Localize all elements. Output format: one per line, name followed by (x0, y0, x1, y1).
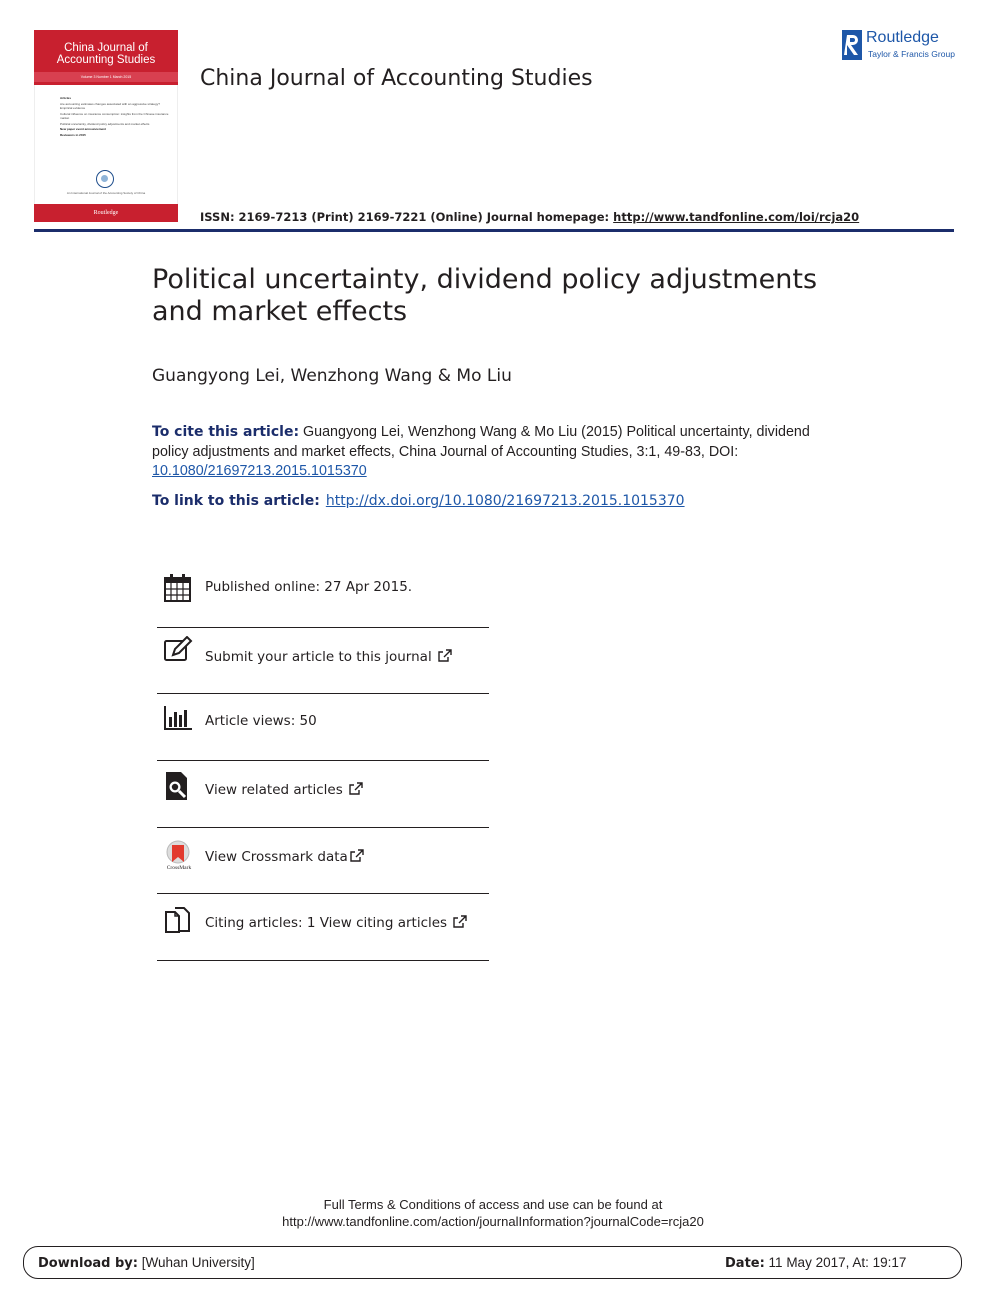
cover-toc-heading: Articles (60, 96, 72, 100)
issn-text: ISSN: 2169-7213 (Print) 2169-7221 (Online) Journal homepage: (200, 210, 614, 224)
divider (157, 893, 489, 894)
citation-block (152, 423, 842, 482)
submit-text: Submit your article to this journal (205, 649, 432, 665)
download-info (38, 1255, 255, 1271)
citing-text: Citing articles: 1 View citing articles (205, 915, 448, 931)
link-label: To link to this article: (152, 493, 320, 509)
date-label: Date: (725, 1256, 765, 1271)
publisher-name: Routledge (866, 29, 939, 46)
issn-line (200, 210, 859, 224)
related-link[interactable] (205, 782, 363, 798)
date-value: 11 May 2017, At: 19:17 (764, 1255, 907, 1270)
bar-chart-icon (163, 704, 193, 736)
external-link-icon (349, 782, 363, 795)
article-doi-url[interactable]: http://dx.doi.org/10.1080/21697213.2015.1015370 (325, 493, 685, 509)
article-authors: Guangyong Lei, Wenzhong Wang & Mo Liu (152, 366, 512, 386)
divider (157, 827, 489, 828)
views-item (157, 702, 489, 752)
cover-title-line2: Accounting Studies (56, 54, 156, 66)
cover-toc (60, 96, 170, 139)
cover-toc-item: Reviewers in 2015 (60, 132, 86, 137)
published-text: Published online: 27 Apr 2015. (205, 579, 413, 595)
cite-label: To cite this article: (152, 424, 300, 440)
related-item[interactable] (157, 770, 489, 820)
cover-volume: Volume 3 Number 1 March 2015 (34, 72, 178, 82)
terms-url[interactable]: http://www.tandfonline.com/action/journalInformation?journalCode=rcja20 (282, 1214, 704, 1229)
divider (157, 760, 489, 761)
article-link-line (152, 493, 685, 509)
routledge-logo-icon (842, 30, 862, 60)
views-text: Article views: 50 (205, 713, 317, 729)
doi-link[interactable]: 10.1080/21697213.2015.1015370 (152, 463, 367, 479)
terms-line: Full Terms & Conditions of access and use can be found at (323, 1197, 663, 1212)
divider (157, 960, 489, 961)
publisher-group: Taylor & Francis Group (868, 49, 955, 59)
divider (157, 627, 489, 628)
society-seal-icon (96, 170, 114, 188)
related-text: View related articles (205, 782, 343, 798)
cover-toc-item: Political uncertainty, dividend policy adjustments and market effects (60, 121, 150, 126)
external-link-icon (350, 849, 364, 862)
journal-homepage-link[interactable]: http://www.tandfonline.com/loi/rcja20 (613, 210, 860, 224)
crossmark-logo-text: CrossMark (166, 865, 192, 871)
journal-name: China Journal of Accounting Studies (200, 66, 593, 91)
submit-link[interactable] (205, 649, 452, 665)
submit-item[interactable] (157, 636, 489, 686)
edit-icon (163, 636, 193, 668)
cover-title (34, 42, 178, 66)
calendar-icon (163, 572, 193, 604)
journal-cover (34, 30, 178, 222)
cite-text: Guangyong Lei, Wenzhong Wang & Mo Liu (2015) Political uncertainty, dividend policy adjustments and market effects, China Journal of Accounting Studies, 3:1, 49-83, DOI: (152, 424, 810, 460)
divider (157, 693, 489, 694)
crossmark-text: View Crossmark data (205, 849, 348, 865)
crossmark-item[interactable] (157, 838, 489, 888)
cover-society-line: An International Journal of the Accounting Society of China (66, 191, 146, 195)
terms-block (0, 1196, 986, 1230)
cover-toc-item: Are accounting estimates changes associated with an aggressive strategy? Empirical evidence (60, 101, 160, 110)
crossmark-link[interactable] (205, 849, 364, 865)
citing-item[interactable] (157, 903, 489, 953)
published-item (157, 570, 489, 610)
citing-link[interactable] (205, 915, 467, 931)
external-link-icon (453, 915, 467, 928)
external-link-icon (438, 649, 452, 662)
header-rule (34, 229, 954, 232)
download-date (725, 1255, 906, 1271)
cover-title-line1: China Journal of (64, 42, 148, 54)
download-label: Download by: (38, 1256, 138, 1271)
document-search-icon (163, 770, 193, 802)
article-title: Political uncertainty, dividend policy adjustments and market effects (152, 264, 818, 327)
cover-toc-item: Cultural influence on insurance consumption: insights from the Chinese insurance market (60, 111, 169, 120)
cover-publisher: Routledge (34, 204, 178, 222)
cover-toc-item: New paper event announcement (60, 127, 107, 132)
citing-articles-icon (163, 905, 193, 937)
download-value: [Wuhan University] (137, 1255, 255, 1270)
